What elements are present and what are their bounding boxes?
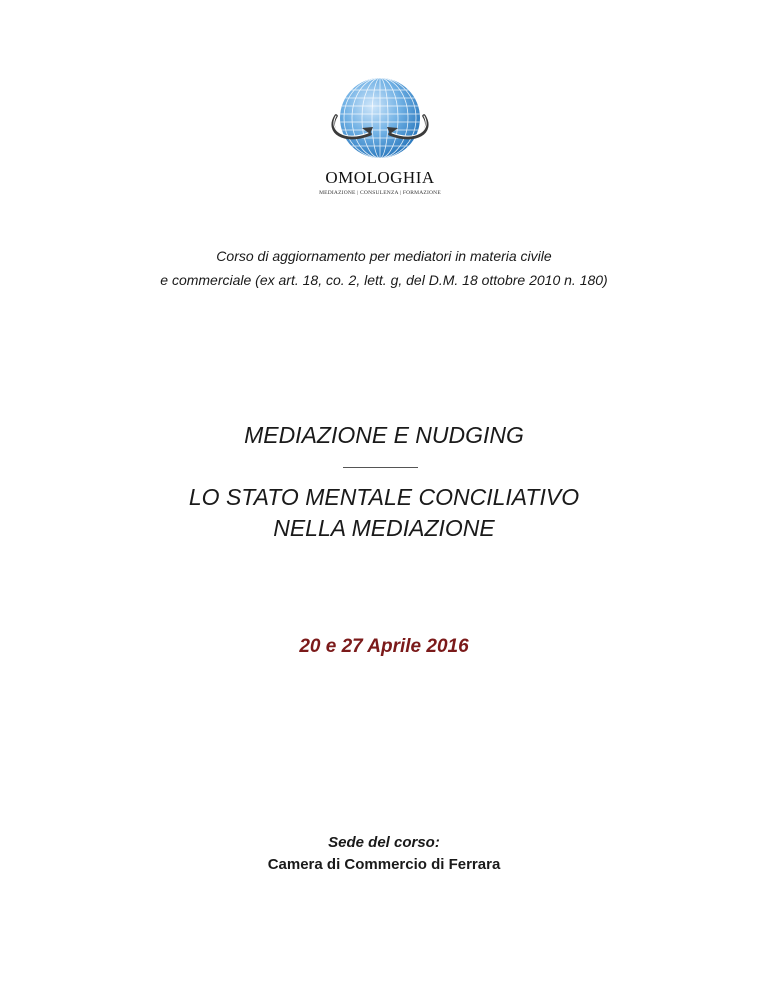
course-line-1: Corso di aggiornamento per mediatori in materia civile <box>216 248 552 264</box>
subtitle-line-2: NELLA MEDIAZIONE <box>273 515 495 541</box>
globe-arrows-icon <box>300 72 460 168</box>
page-title: MEDIAZIONE E NUDGING <box>244 422 524 448</box>
subtitle-line-1: LO STATO MENTALE CONCILIATIVO <box>188 484 580 510</box>
course-dates: 20 e 27 Aprile 2016 <box>299 636 469 657</box>
venue-label: Sede del corso: <box>328 834 440 851</box>
course-description <box>0 244 768 292</box>
logo-tagline: MEDIAZIONE | CONSULENZA | FORMAZIONE <box>319 190 441 196</box>
page-subtitle <box>0 482 768 544</box>
venue-name: Camera di Commercio di Ferrara <box>267 856 501 873</box>
logo-name: OMOLOGHIA <box>325 168 435 187</box>
omologhia-logo <box>300 72 460 202</box>
course-line-2: e commerciale (ex art. 18, co. 2, lett. g, del D.M. 18 ottobre 2010 n. 180) <box>160 272 608 288</box>
title-divider <box>343 467 418 468</box>
